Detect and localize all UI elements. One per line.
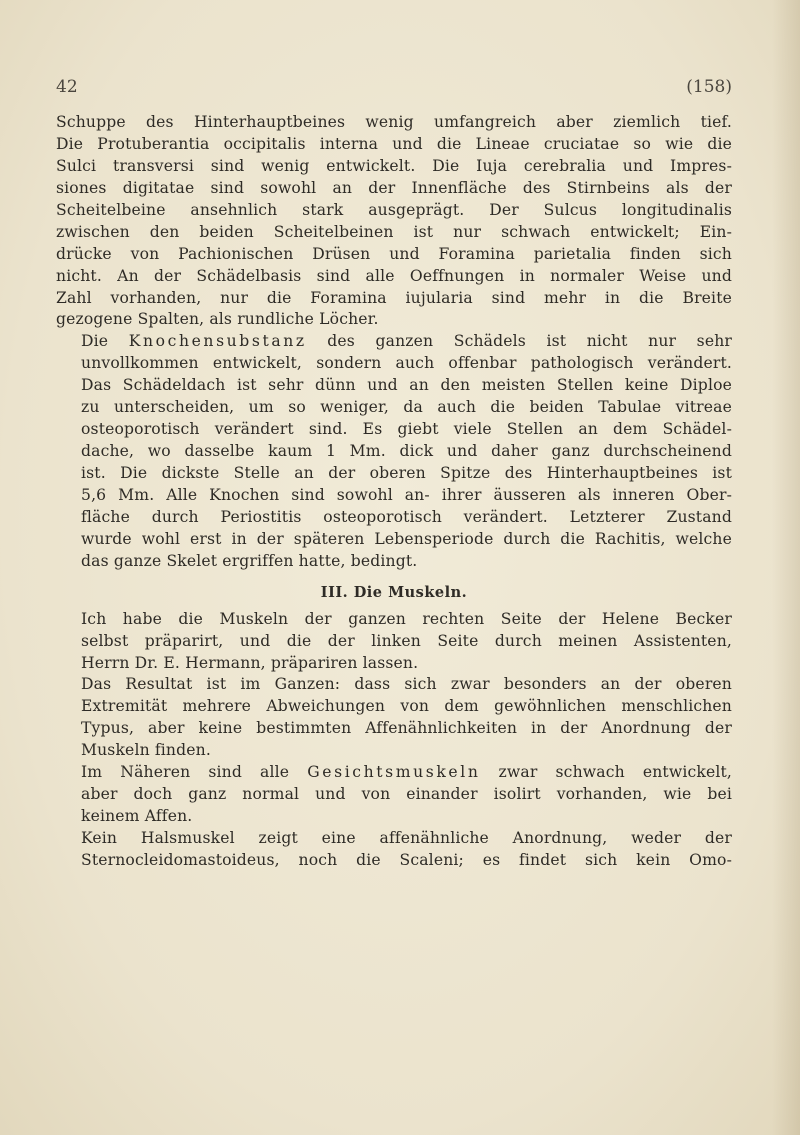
text-line [56,762,732,784]
text-line: Typus, aber keine bestimmten Affenähnlichkeiten in der Anordnung der [81,719,732,738]
text-line: 5,6 Mm. Alle Knochen sind sowohl an- ihrer äusseren als inneren Ober- [81,485,732,504]
text-line: das ganze Skelet ergriffen hatte, bedingt. [81,551,418,570]
paragraph-5 [56,762,732,828]
text-line: siones digitatae sind sowohl an der Innenfläche des Stirnbeins als der [56,178,732,197]
text-fragment: zwar schwach entwickelt, [480,763,732,782]
text-line: fläche durch Periostitis osteoporotisch verändert. Letzterer Zustand [81,507,732,526]
page-number: 42 [56,77,78,97]
text-fragment: Im Näheren sind alle [81,763,308,782]
spaced-term: Knochensubstanz [128,332,307,351]
text-line: Zahl vorhanden, nur die Foramina iujularia sind mehr in die Breite [56,288,732,307]
text-line: drücke von Pachionischen Drüsen und Foramina parietalia finden sich [56,244,732,263]
page-edge-shadow [772,0,800,1135]
text-line: Scheitelbeine ansehnlich stark ausgeprägt. Der Sulcus longitudinalis [56,200,732,219]
text-line: selbst präparirt, und die der linken Seite durch meinen Assistenten, [81,631,732,650]
text-line: zu unterscheiden, um so weniger, da auch die beiden Tabulae vitreae [81,398,732,417]
text-line: aber doch ganz normal und von einander isolirt vorhanden, wie bei [81,785,732,804]
text-line: Muskeln finden. [81,741,211,760]
text-line: nicht. An der Schädelbasis sind alle Oeffnungen in normaler Weise und [56,266,732,285]
text-line: dache, wo dasselbe kaum 1 Mm. dick und daher ganz durchscheinend [81,442,732,461]
paragraph-6 [56,828,732,872]
text-line: zwischen den beiden Scheitelbeinen ist nur schwach entwickelt; Ein- [56,222,732,241]
paragraph-3 [56,609,732,675]
body-text [56,112,732,872]
text-line [56,331,732,353]
text-line: Das Resultat ist im Ganzen: dass sich zwar besonders an der oberen [81,675,732,694]
text-line: keinem Affen. [81,807,193,826]
text-line: Extremität mehrere Abweichungen von dem gewöhnlichen menschlichen [81,697,732,716]
text-line: Schuppe des Hinterhauptbeines wenig umfangreich aber ziemlich tief. [56,113,732,131]
text-line: Ich habe die Muskeln der ganzen rechten Seite der Helene Becker [81,609,732,628]
text-line: osteoporotisch verändert sind. Es giebt viele Stellen an dem Schädel- [81,420,732,439]
text-line: Das Schädeldach ist sehr dünn und an den meisten Stellen keine Diploe [81,376,732,395]
paragraph-4 [56,674,732,762]
text-line: Herrn Dr. E. Hermann, präpariren lassen. [81,653,419,672]
page-header [56,77,732,101]
spaced-term: Gesichtsmuskeln [307,763,481,782]
text-line: Kein Halsmuskel zeigt eine affenähnliche Anordnung, weder der [81,829,732,848]
text-fragment: des ganzen Schädels ist nicht nur sehr [306,332,733,351]
text-line: Die Protuberantia occipitalis interna und die Lineae cruciatae so wie die [56,134,732,153]
text-line: unvollkommen entwickelt, sondern auch offenbar pathologisch verändert. [81,354,732,373]
text-line: Sternocleidomastoideus, noch die Scaleni; es findet sich kein Omo- [81,850,732,869]
text-fragment: Die [81,332,129,351]
section-heading: III. Die Muskeln. [320,583,468,601]
text-line: wurde wohl erst in der späteren Lebensperiode durch die Rachitis, welche [81,529,732,548]
running-head: (158) [686,77,732,97]
paragraph-2 [56,331,732,572]
paragraph-1 [56,112,732,331]
text-line: ist. Die dickste Stelle an der oberen Spitze des Hinterhauptbeines ist [81,464,732,482]
text-line: gezogene Spalten, als rundliche Löcher. [56,310,379,329]
text-line: Sulci transversi sind wenig entwickelt. Die Iuja cerebralia und Impres- [56,156,732,175]
